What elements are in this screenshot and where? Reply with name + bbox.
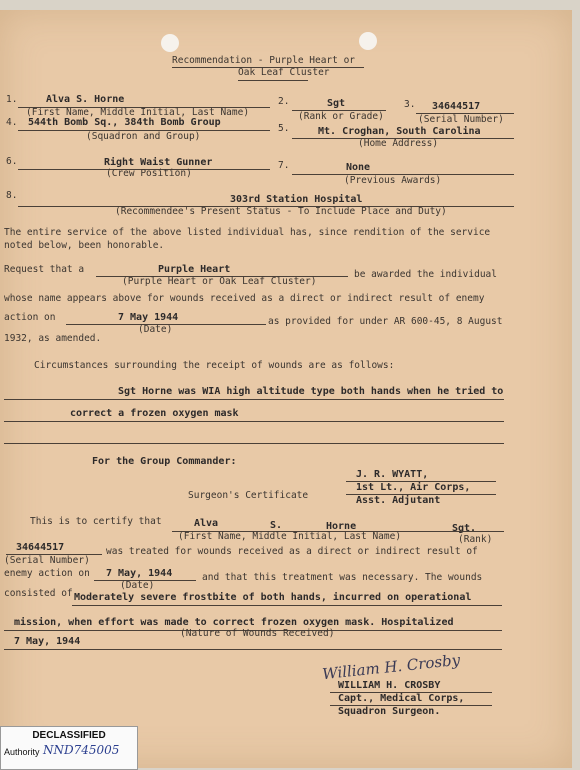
home-caption: (Home Address)	[358, 138, 439, 149]
item-number-8: 8.	[6, 190, 18, 201]
name-caption: (First Name, Middle Initial, Last Name)	[26, 107, 250, 118]
award-caption: (Purple Heart or Oak Leaf Cluster)	[122, 276, 317, 287]
item-number-5: 5.	[278, 123, 290, 134]
item-number-2: 2.	[278, 96, 290, 107]
necessary-text: and that this treatment was necessary. The wounds	[202, 572, 483, 583]
circ-rule-3	[4, 443, 504, 444]
squadron-caption: (Squadron and Group)	[86, 131, 201, 142]
item-number-7: 7.	[278, 160, 290, 171]
for-group-commander: For the Group Commander:	[92, 456, 237, 467]
item-number-6: 6.	[6, 156, 18, 167]
certify-text: This is to certify that	[30, 516, 162, 527]
form-subtitle: Oak Leaf Cluster	[238, 67, 330, 78]
surgeon-title: Squadron Surgeon.	[338, 706, 441, 717]
request-text-end: be awarded the individual	[354, 269, 497, 280]
certificate-heading: Surgeon's Certificate	[188, 490, 309, 501]
position-value: Right Waist Gunner	[104, 157, 213, 168]
item-number-1: 1.	[6, 94, 18, 105]
name-value: Alva S. Horne	[46, 94, 125, 105]
cert-serial: 34644517	[16, 542, 65, 553]
authority-value: NND745005	[43, 743, 120, 757]
declassified-stamp	[0, 726, 138, 770]
circumstances-line-2: correct a frozen oxygen mask	[70, 408, 239, 419]
document-page	[0, 10, 572, 768]
award-value: Purple Heart	[158, 264, 231, 275]
amended-text: 1932, as amended.	[4, 333, 102, 344]
serial-value: 34644517	[432, 101, 481, 112]
cert-date-caption: (Date)	[120, 580, 155, 591]
awards-caption: (Previous Awards)	[344, 175, 442, 186]
subtitle-underline	[238, 80, 308, 81]
cert-date: 7 May, 1944	[106, 568, 173, 579]
cert-name-caption: (First Name, Middle Initial, Last Name)	[178, 531, 402, 542]
whose-text: whose name appears above for wounds received as a direct or indirect result of enemy	[4, 293, 485, 304]
surgeon-name: WILLIAM H. CROSBY	[338, 680, 441, 691]
provided-text: as provided for under AR 600-45, 8 August	[268, 316, 503, 327]
adjutant-name: J. R. WYATT,	[356, 469, 429, 480]
circumstances-text: Circumstances surrounding the receipt of wounds are as follows:	[34, 360, 395, 371]
request-text: Request that a	[4, 264, 85, 275]
cert-rank: Sgt.	[452, 523, 477, 534]
nature-rule-1	[72, 605, 502, 606]
item-number-4: 4.	[6, 117, 18, 128]
circumstances-line-1: Sgt Horne was WIA high altitude type both hands when he tried to	[118, 386, 504, 397]
cert-middle-initial: S.	[270, 520, 283, 531]
nature-line-2: mission, when effort was made to correct frozen oxygen mask. Hospitalized	[14, 617, 454, 628]
cert-first-name: Alva	[194, 518, 219, 529]
punch-hole-right	[359, 32, 377, 50]
nature-line-3: 7 May, 1944	[14, 636, 81, 647]
status-caption: (Recommendee's Present Status - To Include Place and Duty)	[115, 206, 447, 217]
adjutant-title: Asst. Adjutant	[356, 495, 441, 506]
item-number-3: 3.	[404, 99, 416, 110]
action-on-label: action on	[4, 312, 56, 323]
surgeon-rank: Capt., Medical Corps,	[338, 693, 465, 704]
adjutant-rank: 1st Lt., Air Corps,	[356, 482, 471, 493]
cert-last-name: Horne	[326, 521, 357, 532]
awards-value: None	[346, 162, 371, 173]
nature-rule-3	[4, 649, 502, 650]
punch-hole-left	[161, 34, 179, 52]
service-text-1: The entire service of the above listed individual has, since rendition of the service	[4, 227, 491, 238]
consisted-of-label: consisted of	[4, 588, 73, 599]
squadron-value: 544th Bomb Sq., 384th Bomb Group	[28, 117, 221, 128]
rank-value: Sgt	[327, 98, 346, 109]
circ-rule-1	[4, 399, 504, 400]
authority-label: Authority	[4, 747, 40, 757]
position-caption: (Crew Position)	[106, 168, 192, 179]
cert-serial-caption: (Serial Number)	[4, 555, 90, 566]
cert-rank-caption: (Rank)	[458, 534, 493, 545]
status-value: 303rd Station Hospital	[230, 194, 363, 205]
rank-caption: (Rank or Grade)	[298, 111, 384, 122]
action-date-value: 7 May 1944	[118, 312, 179, 323]
nature-line-1: Moderately severe frostbite of both hands, incurred on operational	[74, 592, 472, 603]
declassified-label: DECLASSIFIED	[32, 730, 106, 741]
title-underline	[172, 67, 364, 68]
circ-rule-2	[4, 421, 504, 422]
home-value: Mt. Croghan, South Carolina	[318, 126, 481, 137]
enemy-action-label: enemy action on	[4, 568, 90, 579]
date-caption: (Date)	[138, 324, 173, 335]
surgeon-signature: William H. Crosby	[321, 650, 461, 684]
form-title: Recommendation - Purple Heart or	[172, 55, 356, 66]
service-text-2: noted below, been honorable.	[4, 240, 165, 251]
nature-caption: (Nature of Wounds Received)	[180, 628, 335, 639]
treated-text: was treated for wounds received as a direct or indirect result of	[106, 546, 478, 557]
serial-caption: (Serial Number)	[418, 114, 504, 125]
